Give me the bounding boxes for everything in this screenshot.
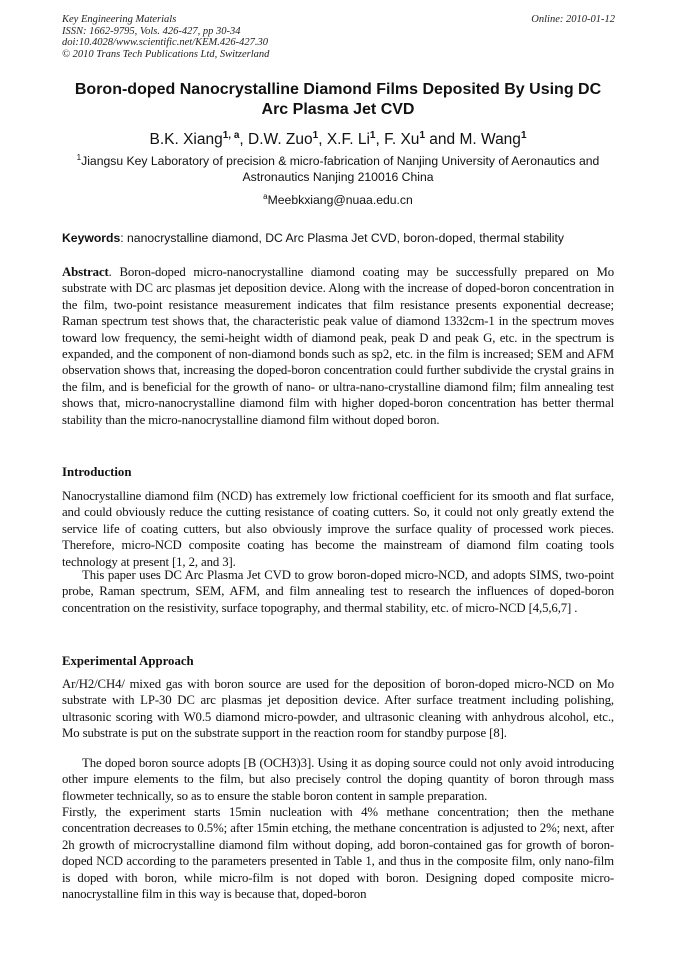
journal-name: Key Engineering Materials <box>62 14 177 25</box>
email-text: Meebkxiang@nuaa.edu.cn <box>267 193 413 207</box>
introduction-paragraph-1: Nanocrystalline diamond film (NCD) has extremely low frictional coefficient for its smooth and flat surface, and could obviously reduce the cutting resistance of coating cutters. So, it could not only greatly extend the service life of coating cutters, but also obviously improve the surface quality of processed work pieces. Therefore, micro-NCD composite coating has become the mainstream of diamond film coating tools technology at present [1, 2, and 3]. <box>62 489 614 569</box>
experimental-heading: Experimental Approach <box>62 654 194 668</box>
introduction-heading: Introduction <box>62 465 132 479</box>
author-sup: 1 <box>520 130 527 141</box>
online-date: Online: 2010-01-12 <box>531 14 615 25</box>
abstract-label: Abstract <box>62 265 109 279</box>
author-name: D.W. Zuo <box>248 131 313 148</box>
author-name: B.K. Xiang <box>149 131 223 148</box>
author-sup: 1 <box>369 130 376 141</box>
author-name: M. Wang <box>459 131 521 148</box>
doi-line: doi:10.4028/www.scientific.net/KEM.426-427.30 <box>62 37 268 49</box>
author-sup: 1 <box>419 130 425 141</box>
abstract-paragraph <box>62 264 614 428</box>
email-sup: a <box>263 192 268 201</box>
author-email <box>62 192 614 208</box>
paper-title: Boron-doped Nanocrystalline Diamond Films Deposited By Using DC Arc Plasma Jet CVD <box>74 81 602 118</box>
author-sep: , <box>375 131 385 148</box>
affiliation-text: Jiangsu Key Laboratory of precision & micro-fabrication of Nanjing University of Aeronautics and Astronautics Nanjing 210016 China <box>81 154 600 184</box>
author-sep: and <box>425 131 460 148</box>
experimental-paragraph-3: Firstly, the experiment starts 15min nucleation with 4% methane concentration; then the methane concentration decreases to 0.5%; after 15min etching, the methane concentration is adjusted to 2%; next, after 2h growth of microcrystalline diamond film without doping, add boron-contained gas for growth of boron-doped NCD according to the parameters presented in Table 1, and thus in the composite film, only nano-film is doped with boron, while micro-film is not doped with boron. Designing doped composite micro-nanocrystalline film in this way is because that, doped-boron <box>62 805 614 902</box>
keywords-line <box>62 230 622 246</box>
experimental-paragraph-2: The doped boron source adopts [B (OCH3)3]. Using it as doping source could not only avoid introducing other impure elements to the film, but also precisely control the doping quantity of boron through mass flowmeter technically, so as to ensure the stable boron content in sample preparation. <box>62 756 614 803</box>
author-name: F. Xu <box>384 131 420 148</box>
affiliation-sup: 1 <box>76 153 82 162</box>
author-sup: 1 <box>312 130 319 141</box>
author-sup: 1, a <box>222 130 240 141</box>
author-name: X.F. Li <box>326 131 370 148</box>
author-list <box>62 130 614 150</box>
abstract-text: . Boron-doped micro-nanocrystalline diamond coating may be successfully prepared on Mo substrate with DC arc plasmas jet deposition device. Along with the increase of doped-boron concentration in the film, two-point resistance measurement indicates that film resistance presents exponential decrease; Raman spectrum test shows that, the characteristic peak value of diamond 1332cm-1 in the spectrum moves toward low frequency, the semi-height width of diamond peak, peak D and peak G, etc. in the spectrum is expanded, and the component of non-diamond bonds such as sp2, etc. in the film is increased; SEM and AFM observation shows that, increasing the doped-boron concentration could further subdivide the crystal grains in the film, and is beneficial for the growth of nano- or ultra-nano-crystalline diamond film; film annealing test shows that, micro-nanocrystalline diamond film with higher doped-boron concentration has better thermal stability than the micro-nanocrystalline diamond film without doped boron. <box>62 265 614 427</box>
keywords-label: Keywords <box>62 231 121 245</box>
introduction-paragraph-2: This paper uses DC Arc Plasma Jet CVD to grow boron-doped micro-NCD, and adopts SIMS, two-point probe, Raman spectrum, SEM, AFM, and film annealing test to research the influences of doped-boron concentration on the resistivity, surface topography, and thermal stability, etc. of micro-NCD [4,5,6,7] . <box>62 568 614 615</box>
affiliation <box>62 153 614 185</box>
author-sep: , <box>318 131 327 148</box>
journal-info <box>62 14 269 60</box>
copyright-line: © 2010 Trans Tech Publications Ltd, Switzerland <box>62 48 270 60</box>
issn-line: ISSN: 1662-9795, Vols. 426-427, pp 30-34 <box>62 25 241 37</box>
experimental-paragraph-1: Ar/H2/CH4/ mixed gas with boron source are used for the deposition of boron-doped micro-NCD on Mo substrate with LP-30 DC arc plasmas jet deposition device. After surface treatment including polishing, ultrasonic scoring with W0.5 diamond micro-powder, and ultrasonic cleaning with anhydrous alcohol, etc., Mo substrate is put on the substrate support in the reaction room for standby purpose [8]. <box>62 677 614 741</box>
author-sep: , <box>239 131 249 148</box>
keywords-text: : nanocrystalline diamond, DC Arc Plasma Jet CVD, boron-doped, thermal stability <box>120 231 564 245</box>
